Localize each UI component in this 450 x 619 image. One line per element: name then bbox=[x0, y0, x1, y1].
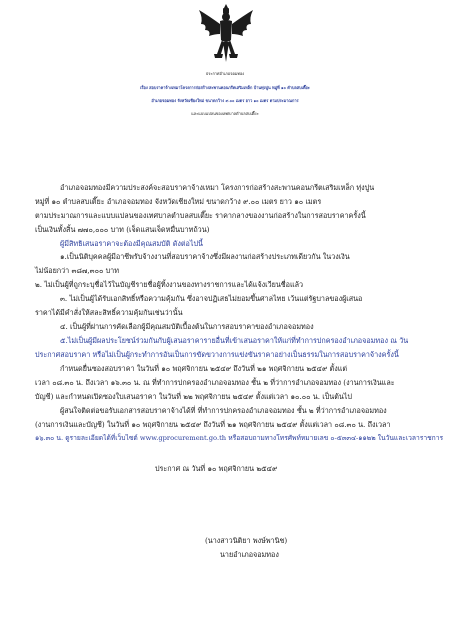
body-line: กำหนดยื่นซองสอบราคา ในวันที่ ๑๐ พฤศจิกายน ๒๕๔๙ ถึงวันที่ ๒๑ พฤศจิกายน ๒๕๔๙ ตั้งแต่ bbox=[60, 364, 348, 373]
body-line: บัญชี) และกำหนดเปิดซองใบเสนอราคา ในวันที่ ๒๒ พฤศจิกายน ๒๕๔๙ ตั้งแต่เวลา ๑๐.๐๐ น. เป็นต้นไป bbox=[35, 392, 352, 401]
body-line: ๑๖.๓๐ น. ดูรายละเอียดได้ที่เว็บไซต์ www.gprocurement.go.th หรือสอบถามทางโทรศัพท์หมายเลข ๐-๕๓๓๔-๑๑๒๒ ในวันและเวลาราชการ bbox=[35, 434, 444, 442]
body-line: ๒. ไม่เป็นผู้ที่ถูกระบุชื่อไว้ในบัญชีรายชื่อผู้ทิ้งงานของทางราชการและได้แจ้งเวียนชื่อแล้ว bbox=[35, 280, 304, 289]
announcement-date: ประกาศ ณ วันที่ ๑๐ พฤศจิกายน ๒๕๔๙ bbox=[155, 464, 278, 473]
body-line: หมู่ที่ ๑๐ ตำบลสบเตี๊ยะ อำเภอจอมทอง จังหวัดเชียงใหม่ ขนาดกว้าง ๙.๐๐ เมตร ยาว ๑๐ เมตร bbox=[35, 197, 322, 206]
subject-line: เรื่อง สอบราคาจ้างเหมาโครงการก่อสร้างสะพานคอนกรีตเสริมเหล็ก บ้านทุ่งปูน หมู่ที่ ๑๐ ตำบลสบเตี๊ยะ bbox=[140, 85, 310, 90]
body-line: ๔. เป็นผู้ที่ผ่านการคัดเลือกผู้มีคุณสมบัติเบื้องต้นในการสอบราคาของอำเภอจอมทอง bbox=[60, 322, 314, 331]
body-line: ราคาได้มีคำสั่งให้สละสิทธิ์ความคุ้มกันเช่นว่านั้น bbox=[35, 308, 183, 317]
body-line: เป็นเงินทั้งสิ้น ๗๗๐,๐๐๐ บาท (เจ็ดแสนเจ็ดหมื่นบาทถ้วน) bbox=[35, 225, 210, 234]
body-line: เวลา ๐๘.๓๐ น. ถึงเวลา ๑๖.๓๐ น. ณ ที่ทำการปกครองอำเภอจอมทอง ชั้น ๒ ที่ว่าการอำเภอจอมทอง (งานการเงินและ bbox=[35, 378, 395, 387]
body-line: ๕.ไม่เป็นผู้มีผลประโยชน์ร่วมกันกับผู้เสนอราคารายอื่นที่เข้าเสนอราคาให้แก่ที่ทำการปกครองอำเภอจอมทอง ณ วัน bbox=[60, 336, 409, 345]
body-line: (งานการเงินและบัญชี) ในวันที่ ๑๐ พฤศจิกายน ๒๕๔๙ ถึงวันที่ ๒๑ พฤศจิกายน ๒๕๔๙ ตั้งแต่เวลา ๐๘.๓๐ น. ถึงเวลา bbox=[35, 420, 391, 429]
subject-line: และแบบแปลนของเทศบาลตำบลสบเตี๊ยะ bbox=[191, 111, 259, 116]
body-line: ประกาศสอบราคา หรือไม่เป็นผู้กระทำการอันเป็นการขัดขวางการแข่งขันราคาอย่างเป็นธรรมในการสอบราคาจ้างครั้งนี้ bbox=[35, 350, 399, 359]
body-line: ผู้มีสิทธิเสนอราคาจะต้องมีคุณสมบัติ ดังต่อไปนี้ bbox=[60, 239, 203, 248]
body-line: ๓. ไม่เป็นผู้ได้รับเอกสิทธิ์หรือความคุ้มกัน ซึ่งอาจปฏิเสธไม่ยอมขึ้นศาลไทย เว้นแต่รัฐบาลของผู้เสนอ bbox=[60, 294, 363, 303]
subject-line: อำเภอจอมทอง จังหวัดเชียงใหม่ ขนาดกว้าง ๙.๐๐ เมตร ยาว ๑๐ เมตร ตามประมาณการ bbox=[151, 98, 299, 103]
body-line: อำเภอจอมทองมีความประสงค์จะสอบราคาจ้างเหมา โครงการก่อสร้างสะพานคอนกรีตเสริมเหล็ก ทุ่งปูน bbox=[60, 183, 375, 192]
body-line: ตามประมาณการและแบบแปลนของเทศบาลตำบลสบเตี๊ยะ ราคากลางของงานก่อสร้างในการสอบราคาครั้งนี้ bbox=[35, 211, 366, 220]
page-title: ประกาศอำเภอจอมทอง bbox=[205, 71, 245, 76]
body-line: ไม่น้อยกว่า ๓๘๗,๓๐๐ บาท bbox=[35, 266, 119, 275]
signer-title: นายอำเภอจอมทอง bbox=[220, 550, 279, 559]
body-line: ผู้สนใจติดต่อขอรับเอกสารสอบราคาจ้างได้ที่ ที่ทำการปกครองอำเภอจอมทอง ชั้น ๒ ที่ว่าการอำเภอจอมทอง bbox=[60, 406, 387, 415]
garuda-emblem-icon bbox=[195, 4, 257, 64]
signer-name: (นางสาวนิติยา พงษ์พานิช) bbox=[205, 536, 288, 545]
body-line: ๑.เป็นนิติบุคคลผู้มีอาชีพรับจ้างงานที่สอบราคาจ้างซึ่งมีผลงานก่อสร้างประเภทเดียวกัน ในวงเงิน bbox=[60, 252, 350, 261]
